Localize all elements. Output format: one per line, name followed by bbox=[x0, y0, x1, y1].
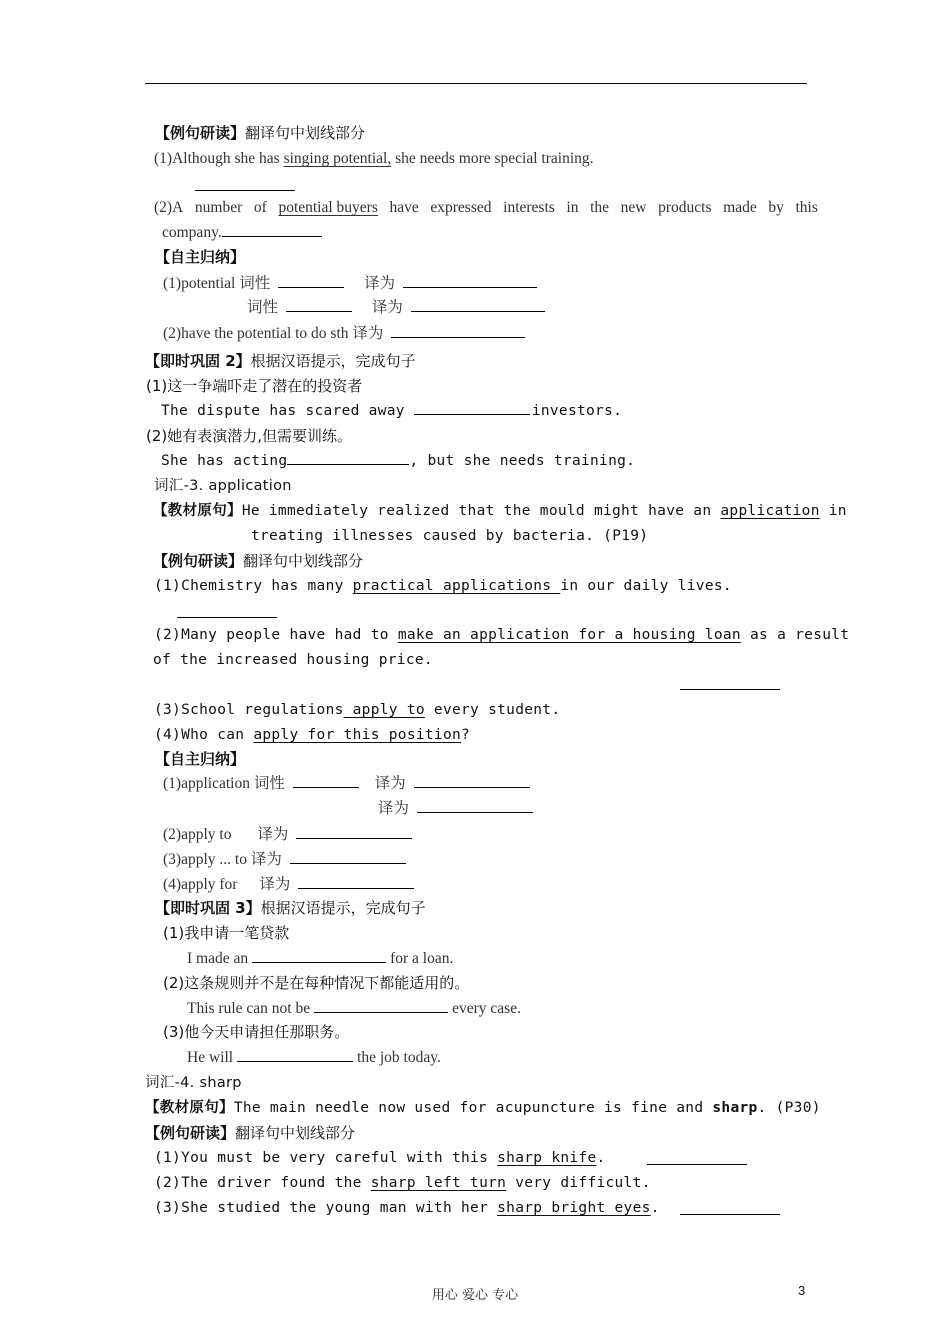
vocab-3-example-2-cont: of the increased housing price. bbox=[153, 652, 433, 668]
summary-line-1: (1)potential 词性 译为 bbox=[163, 273, 541, 294]
answer-blank[interactable] bbox=[252, 961, 386, 963]
vocab-3-summary-3: (3)apply ... to 译为 bbox=[163, 849, 410, 870]
answer-blank[interactable] bbox=[414, 413, 530, 415]
example-sentence-2: (2)A number of potential buyers have expressed interests in the new products made by this bbox=[154, 199, 818, 216]
vocab-4-example-heading: 【例句研读】翻译句中划线部分 bbox=[145, 1124, 356, 1142]
summary-line-2: (2)have the potential to do sth 译为 bbox=[163, 323, 529, 344]
vocab-3-example-3: (3)School regulations apply to every student. bbox=[154, 702, 561, 718]
page-footer: 用心 爱心 专心 bbox=[431, 1288, 519, 1303]
answer-blank[interactable] bbox=[287, 463, 409, 465]
practice-2-q1-cn: (1)这一争端吓走了潜在的投资者 bbox=[146, 377, 363, 395]
vocab-3-summary-4: (4)apply for 译为 bbox=[163, 874, 418, 895]
answer-blank[interactable] bbox=[680, 1214, 780, 1215]
vocab-3-summary-heading: 【自主归纳】 bbox=[155, 750, 246, 768]
example-heading: 【例句研读】翻译句中划线部分 bbox=[155, 124, 366, 142]
vocab-4-example-3: (3)She studied the young man with her sharp bright eyes. bbox=[154, 1200, 660, 1216]
practice-3-heading: 【即时巩固 3】根据汉语提示，完成句子 bbox=[155, 899, 426, 917]
answer-blank[interactable] bbox=[680, 689, 780, 690]
vocab-3-summary-1b: 译为 bbox=[378, 798, 537, 819]
example-sentence-1: (1)Although she has singing potential, she needs more special training. bbox=[154, 150, 594, 167]
header-rule bbox=[145, 83, 807, 84]
vocab-4-example-1: (1)You must be very careful with this sharp knife. bbox=[154, 1150, 606, 1166]
practice-2-q1-en: The dispute has scared away investors. bbox=[161, 403, 623, 419]
practice-3-q3-en: He will the job today. bbox=[187, 1049, 441, 1066]
practice-3-q1-en: I made an for a loan. bbox=[187, 950, 454, 967]
practice-3-q2-cn: (2)这条规则并不是在每种情况下都能适用的。 bbox=[163, 974, 470, 992]
vocab-3-original-cont: treating illnesses caused by bacteria. (P19) bbox=[251, 528, 649, 544]
example-sentence-2-cont: company. bbox=[162, 223, 326, 243]
vocab-3-example-2: (2)Many people have had to make an application for a housing loan as a result bbox=[154, 627, 850, 643]
practice-3-q2-en: This rule can not be every case. bbox=[187, 1000, 521, 1017]
answer-blank[interactable] bbox=[222, 235, 322, 237]
vocab-3-example-heading: 【例句研读】翻译句中划线部分 bbox=[153, 552, 364, 570]
answer-blank[interactable] bbox=[314, 1011, 448, 1013]
vocab-3-summary-1: (1)application 词性 译为 bbox=[163, 773, 534, 794]
practice-3-q1-cn: (1)我申请一笔贷款 bbox=[163, 924, 290, 942]
vocab-4-example-2: (2)The driver found the sharp left turn very difficult. bbox=[154, 1175, 651, 1191]
practice-2-q2-cn: (2)她有表演潜力,但需要训练。 bbox=[146, 427, 353, 445]
page-number: 3 bbox=[798, 1283, 806, 1298]
vocab-4-original: 【教材原句】The main needle now used for acupuncture is fine and sharp. (P30) bbox=[145, 1100, 821, 1116]
vocab-3-example-1: (1)Chemistry has many practical applications in our daily lives. bbox=[154, 578, 732, 594]
answer-blank[interactable] bbox=[195, 190, 295, 191]
vocab-3-original: 【教材原句】He immediately realized that the mould might have an application in bbox=[153, 503, 847, 519]
practice-2-q2-en: She has acting , but she needs training. bbox=[161, 453, 636, 469]
answer-blank[interactable] bbox=[647, 1164, 747, 1165]
summary-heading: 【自主归纳】 bbox=[155, 248, 246, 266]
vocab-3-example-4: (4)Who can apply for this position? bbox=[154, 727, 471, 743]
answer-blank[interactable] bbox=[177, 617, 277, 618]
answer-blank[interactable] bbox=[237, 1060, 353, 1062]
practice-3-q3-cn: (3)他今天申请担任那职务。 bbox=[163, 1023, 350, 1041]
practice-2-heading: 【即时巩固 2】根据汉语提示，完成句子 bbox=[145, 352, 416, 370]
summary-line-1b: 词性 译为 bbox=[247, 297, 549, 318]
vocab-3-summary-2: (2)apply to 译为 bbox=[163, 824, 416, 845]
vocab-3-title: 词汇-3. application bbox=[154, 478, 292, 494]
vocab-4-title: 词汇-4. sharp bbox=[145, 1075, 242, 1091]
